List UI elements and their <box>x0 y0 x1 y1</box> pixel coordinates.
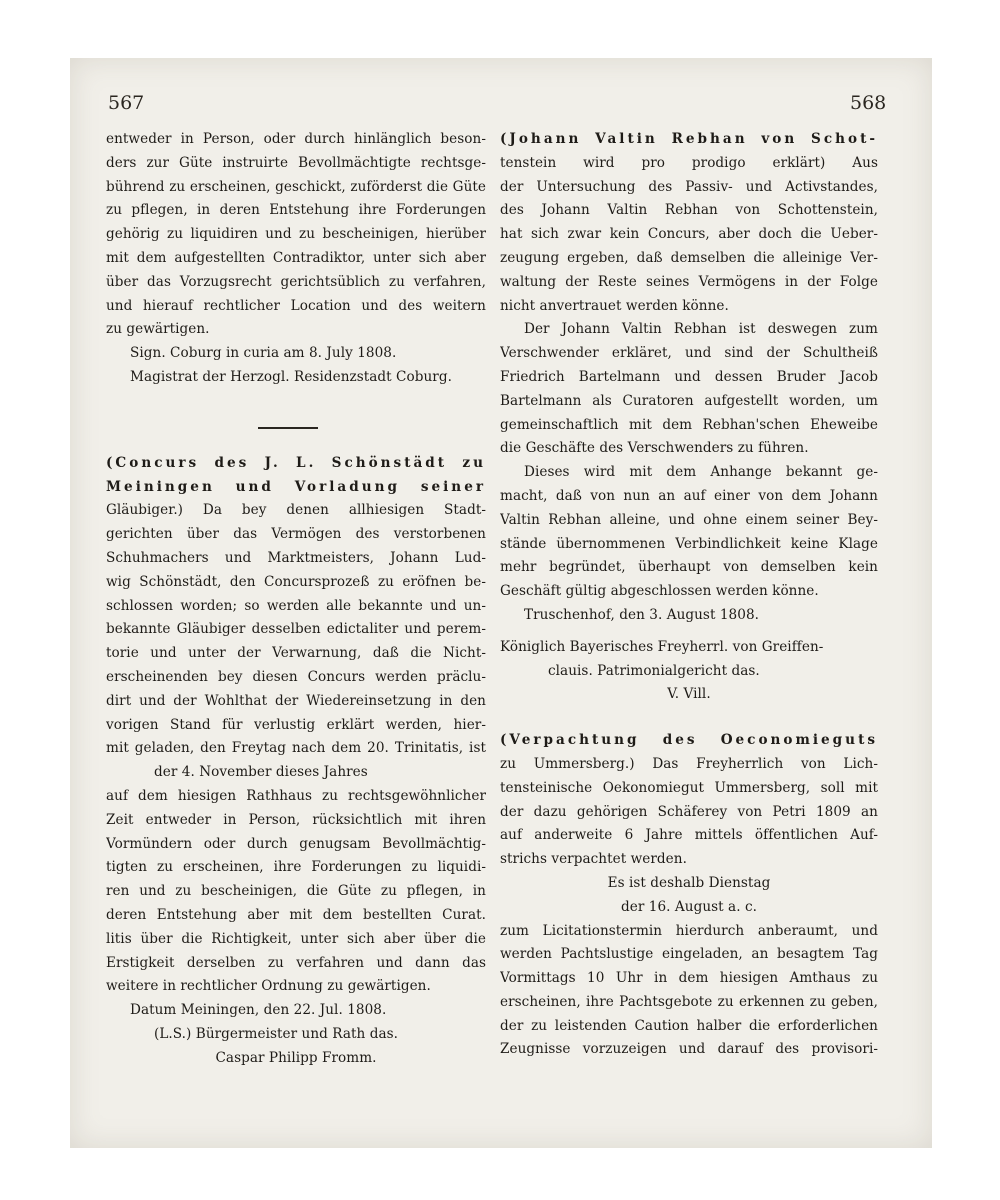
text-line: bekannte Gläubiger desselben edictaliter und perem- <box>106 621 486 638</box>
text-line: Zeit entweder in Person, rücksichtlich mit ihren <box>106 811 486 828</box>
text-line: gehörig zu liquidiren und zu bescheinigen, hierüber <box>106 226 486 243</box>
text-line: tenstein wird pro prodigo erklärt) Aus <box>500 154 878 171</box>
text-line: auf dem hiesigen Rathhaus zu rechtsgewöhnlicher <box>106 787 486 804</box>
left-column <box>106 128 486 1070</box>
text-line: über das Vorzugsrecht gerichtsüblich zu verfahren, <box>106 273 486 290</box>
text-line: waltung der Reste seines Vermögens in der Folge <box>500 273 878 290</box>
text-line: nicht anvertrauet werden könne. <box>500 297 729 314</box>
text-line: bührend zu erscheinen, geschickt, zuförderst die Güte <box>106 178 486 195</box>
date-line: der 16. August a. c. <box>621 898 757 915</box>
paragraph-1 <box>106 128 486 342</box>
text-line: schlossen worden; so werden alle bekannte und un- <box>106 597 486 614</box>
text-line: Friedrich Bartelmann und dessen Bruder Jacob <box>500 368 878 385</box>
page-number-left: 567 <box>108 92 145 114</box>
text-line: mehr begründet, überhaupt von demselben kein <box>500 559 878 576</box>
text-line: Vormittags 10 Uhr in dem hiesigen Amthaus zu <box>500 970 878 987</box>
text-line: Valtin Rebhan alleine, und ohne einem seiner Bey- <box>500 511 878 528</box>
text-line: ders zur Güte instruirte Bevollmächtigte rechtsge- <box>106 154 486 171</box>
seal-line: (L.S.) Bürgermeister und Rath das. <box>154 1025 399 1042</box>
text-line: ren und zu bescheinigen, die Güte zu pflegen, in <box>106 883 486 900</box>
tuesday-line: Es ist deshalb Dienstag <box>607 874 771 891</box>
paragraph-2 <box>106 452 486 761</box>
text-line: mit dem aufgestellten Contradiktor, unter sich aber <box>106 249 486 266</box>
text-line: werden Pachtslustige eingeladen, an besagtem Tag <box>500 946 878 963</box>
text-line: hat sich zwar kein Concurs, aber doch die Ueber- <box>500 226 878 243</box>
text-line: strichs verpachtet werden. <box>500 851 687 868</box>
text-line: der Untersuchung des Passiv- und Activstandes, <box>500 178 878 195</box>
text-line: Erstigkeit derselben zu verfahren und dann das <box>106 954 486 971</box>
text-line: gerichten über das Vermögen des verstorbenen <box>106 526 486 543</box>
authority-line: Magistrat der Herzogl. Residenzstadt Coburg. <box>130 368 452 385</box>
text-line: stände übernommenen Verbindlichkeit keine Klage <box>500 535 878 552</box>
text-line: torie und unter der Verwarnung, daß die Nicht- <box>106 645 486 662</box>
text-line: die Geschäfte des Verschwenders zu führen. <box>500 440 809 457</box>
page-number-right: 568 <box>850 92 887 114</box>
court-line: Königlich Bayerisches Freyherrl. von Greiffen- <box>500 638 824 655</box>
text-line: Geschäft gültig abgeschlossen werden könne. <box>500 583 819 600</box>
paragraph-5 <box>500 920 878 1063</box>
place-date-line: Truschenhof, den 3. August 1808. <box>524 606 760 623</box>
text-line: Gläubiger.) Da bey denen allhiesigen Stadt- <box>106 502 486 519</box>
official-line: V. Vill. <box>667 686 711 703</box>
text-line: vorigen Stand für verlustig erklärt werden, hier- <box>106 716 486 733</box>
right-column <box>500 128 878 1062</box>
text-line: deren Entstehung aber mit dem bestellten Curat. <box>106 906 486 923</box>
text-line: dirt und der Wohlthat der Wiedereinsetzung in den <box>106 692 486 709</box>
section-divider <box>258 427 318 429</box>
text-line: der dazu gehörigen Schäferey von Petri 1809 an <box>500 803 878 820</box>
text-line: Vormündern oder durch genugsam Bevollmächtig- <box>106 835 486 852</box>
text-line: entweder in Person, oder durch hinlänglich beson- <box>106 131 486 147</box>
text-line: des Johann Valtin Rebhan von Schottenstein, <box>500 202 878 219</box>
text-line: Bartelmann als Curatoren aufgestellt worden, um <box>500 392 878 409</box>
text-line: Schuhmachers und Marktmeisters, Johann Lud- <box>106 549 486 566</box>
court-line: clauis. Patrimonialgericht das. <box>548 662 760 679</box>
text-line: weitere in rechtlicher Ordnung zu gewärtigen. <box>106 978 431 995</box>
text-line: zum Licitationstermin hierdurch anberaumt, und <box>500 922 878 939</box>
text-line: mit geladen, den Freytag nach dem 20. Trinitatis, ist <box>106 740 486 757</box>
paragraph-3 <box>106 785 486 999</box>
text-line: der zu leistenden Caution halber die erforderlichen <box>500 1017 878 1034</box>
text-line: Verschwender erkläret, und sind der Schultheiß <box>500 345 878 362</box>
text-line: litis über die Richtigkeit, unter sich aber über die <box>106 930 486 947</box>
heading-line: Meiningen und Vorladung seiner <box>106 478 486 495</box>
text-line: Der Johann Valtin Rebhan ist deswegen zum <box>524 321 878 338</box>
text-line: wig Schönstädt, den Concursprozeß zu eröfnen be- <box>106 573 486 590</box>
text-line: zeugung ergeben, daß demselben die alleinige Ver- <box>500 249 878 266</box>
paragraph-1 <box>500 128 878 318</box>
text-line: erscheinenden bey diesen Concurs werden präclu- <box>106 668 486 685</box>
text-line: zu Ummersberg.) Das Freyherrlich von Lich- <box>500 755 878 772</box>
text-line: tensteinische Oekonomiegut Ummersberg, soll mit <box>500 779 878 796</box>
text-line: auf anderweite 6 Jahre mittels öffentlichen Auf- <box>500 827 878 844</box>
separator-space <box>106 390 486 452</box>
paragraph-3 <box>500 461 878 604</box>
signature-line: Sign. Coburg in curia am 8. July 1808. <box>130 345 397 362</box>
signer-line: Caspar Philipp Fromm. <box>215 1049 377 1066</box>
datum-line: Datum Meiningen, den 22. Jul. 1808. <box>130 1002 387 1019</box>
text-line: zu gewärtigen. <box>106 321 210 338</box>
heading-line: (Johann Valtin Rebhan von Schot- <box>500 131 878 147</box>
heading-line: (Concurs des J. L. Schönstädt zu <box>106 454 486 471</box>
spacer <box>500 628 878 636</box>
text-line: tigten zu erscheinen, ihre Forderungen zu liquidi- <box>106 859 486 876</box>
paragraph-4 <box>500 729 878 872</box>
text-line: und hierauf rechtlicher Location und des weitern <box>106 297 486 314</box>
separator-space <box>500 707 878 729</box>
text-line: Zeugnisse vorzuzeigen und darauf des provisori- <box>500 1041 878 1058</box>
paragraph-2 <box>500 318 878 461</box>
text-line: Dieses wird mit dem Anhange bekannt ge- <box>524 464 878 481</box>
heading-line: (Verpachtung des Oeconomieguts <box>500 732 878 749</box>
text-line: macht, daß von nun an auf einer von dem Johann <box>500 487 878 504</box>
date-line: der 4. November dieses Jahres <box>154 764 368 781</box>
text-line: erscheinen, ihre Pachtsgebote zu erkennen zu geben, <box>500 993 878 1010</box>
text-line: zu pflegen, in deren Entstehung ihre Forderungen <box>106 202 486 219</box>
text-line: gemeinschaftlich mit dem Rebhan'schen Eheweibe <box>500 416 878 433</box>
